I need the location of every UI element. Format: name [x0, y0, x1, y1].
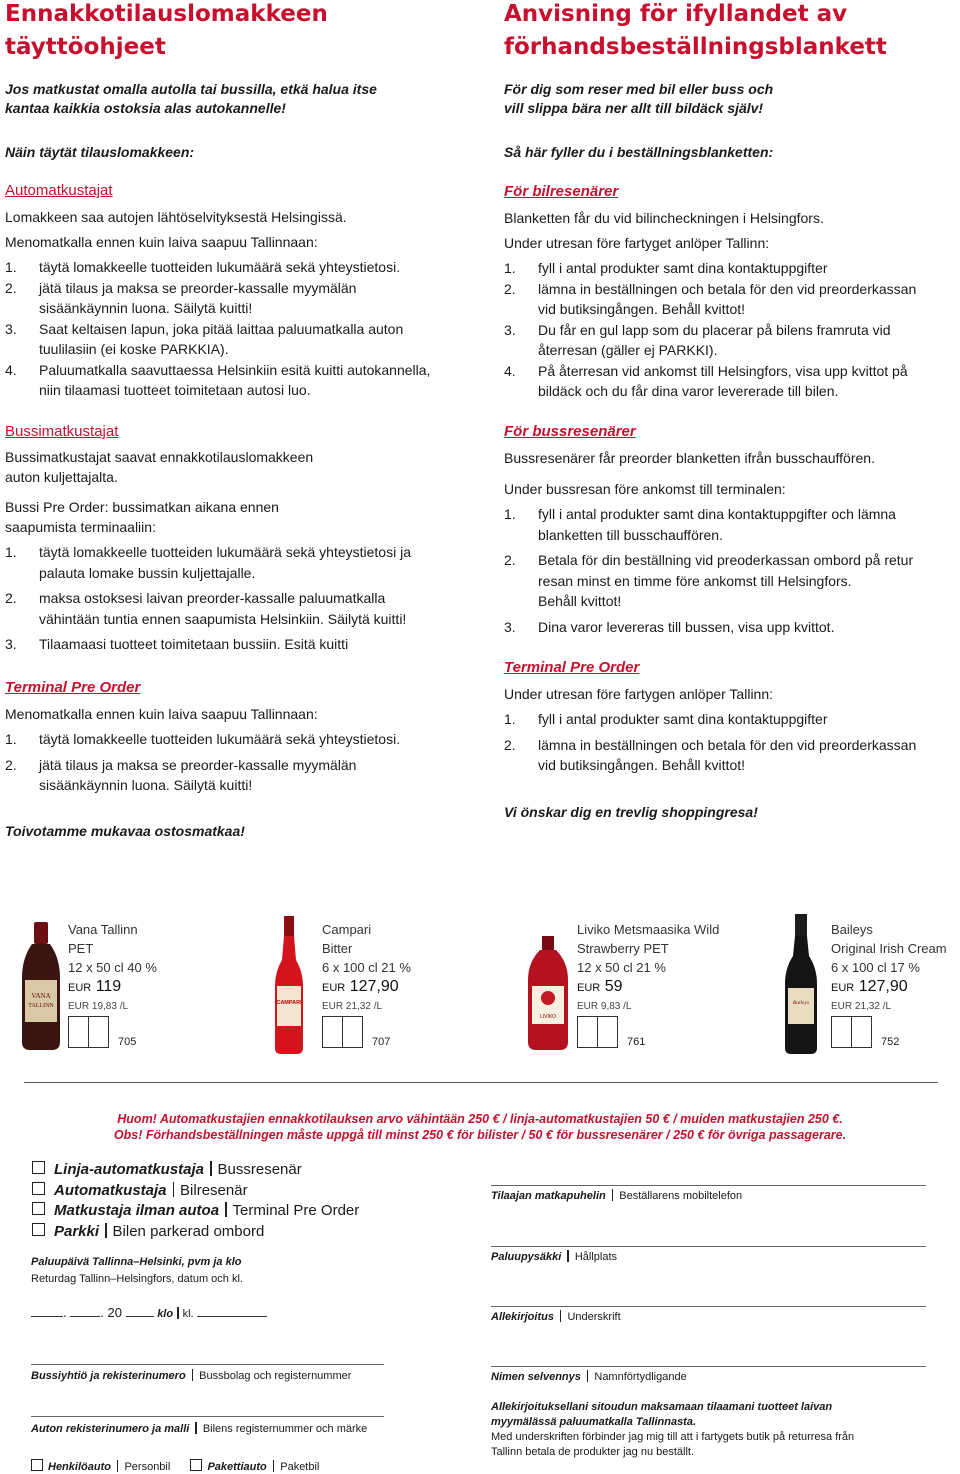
step-text: palauta lomake bussin kuljettajalle. — [39, 564, 256, 581]
step-text: Betala för din beställning vid preoderkassan ombord på retur — [538, 552, 914, 568]
step-text: sisäänkäynnin luona. Säilytä kuitti! — [39, 300, 253, 316]
step-item — [504, 709, 959, 730]
quantity-boxes[interactable] — [831, 1016, 872, 1048]
product-card — [68, 920, 157, 1016]
step-number: 1. — [5, 731, 17, 747]
svg-text:CAMPARI: CAMPARI — [276, 1000, 302, 1006]
sv-car-section: För bilresenärer Blanketten får du vid bilincheckningen i Helsingfors. Under utresan före fartyget anlöper Tallinn: 1. fyll i antal produkter samt dina kontaktuppgifter 2. lämna in beställningen och betala för den vid preorderkassan vid butiksingången. Behåll kvittot! 3. Du får en gul lapp som du placerar på bilens framruta vid återresan (gäller ej PARKKI). 4. På återresan vid ankomst till Helsingfors, visa upp kvittot på bildäck och du får dina varor levererade till bilen. — [504, 182, 959, 402]
step-text: bildäck och du får dina varor levererade till bilen. — [538, 383, 839, 399]
step-text: vid butiksingången. Behåll kvittot! — [538, 301, 746, 317]
mobile-phone-label: Tilaajan matkapuhelin Beställarens mobiltelefon — [491, 1190, 743, 1202]
step-item — [5, 542, 475, 583]
bus-company-label: Bussiyhtiö ja rekisterinumero Bussbolag och registernummer — [31, 1370, 352, 1382]
fi-terminal-section: Terminal Pre Order Menomatkalla ennen kuin laiva saapuu Tallinnaan: 1. täytä lomakkeelle tuotteiden lukumäärä sekä yhteystietosi. 2. jätä tilaus ja maksa se preorder-kassalle myymälän sisäänkäynnin luona. Säilytä kuitti! — [5, 678, 475, 796]
month-field[interactable] — [70, 1316, 100, 1317]
sv-terminal-steps — [504, 709, 959, 776]
product-price: EUR 59 — [577, 978, 623, 995]
step-item — [5, 257, 475, 278]
svg-text:TALLINN: TALLINN — [28, 1003, 54, 1009]
minimum-order-notice: Huom! Automatkustajien ennakkotilauksen arvo vähintään 250 € / linja-automatkustajien 50 € / muiden matkustajien 250 €. Obs! Förhandsbeställningen måste uppgå till minst 250 € för bilister / 50 € för bussresenärer / 250 € för övriga passagerare. — [113, 1112, 847, 1142]
product-name-line2: Original Irish Cream — [831, 941, 947, 956]
traveller-option[interactable]: Automatkustaja Bilresenär — [32, 1181, 248, 1201]
sv-car-heading: För bilresenärer — [504, 183, 619, 200]
step-number: 3. — [504, 321, 516, 338]
product-name: Campari — [322, 922, 372, 937]
product-price: EUR 119 — [68, 978, 122, 995]
product-name-line2: Strawberry PET — [577, 941, 669, 956]
step-text: niin tilaamasi tuotteet toimitetaan autosi luo. — [39, 382, 311, 398]
car-registration-field[interactable] — [31, 1416, 384, 1417]
step-item — [504, 258, 959, 279]
return-date-label: Paluupäivä Tallinna–Helsinki, pvm ja klo Returdag Tallinn–Helsingfors, datum och kl. — [31, 1256, 243, 1285]
step-item — [5, 319, 475, 360]
option-checkbox[interactable] — [32, 1182, 45, 1195]
svg-text:VANA: VANA — [31, 992, 51, 1000]
step-number: 2. — [504, 280, 516, 297]
step-text: På återresan vid ankomst till Helsingfors, visa upp kvittot på — [538, 362, 908, 379]
step-text: Behåll kvittot! — [538, 593, 622, 609]
step-number: 2. — [5, 279, 17, 296]
year-field[interactable] — [126, 1316, 154, 1317]
product-pack: 6 x 100 cl 17 % — [831, 960, 920, 975]
product-pack: 12 x 50 cl 40 % — [68, 960, 157, 975]
step-text: lämna in beställningen och betala för den vid preorderkassan — [538, 736, 917, 753]
product-code: 707 — [372, 1036, 391, 1048]
step-text: sisäänkäynnin luona. Säilytä kuitti! — [39, 777, 253, 793]
step-item — [5, 755, 475, 796]
fi-bus-heading: Bussimatkustajat — [5, 423, 119, 440]
step-text: fyll i antal produkter samt dina kontaktuppgifter och lämna — [538, 506, 896, 522]
name-clarification-field[interactable] — [491, 1366, 926, 1367]
sv-bus-steps — [504, 504, 959, 637]
fi-bus-steps — [5, 542, 475, 655]
product-code: 705 — [118, 1036, 137, 1048]
step-item — [5, 634, 475, 655]
product-name-line2: PET — [68, 941, 94, 956]
step-text: Du får en gul lapp som du placerar på bilens framruta vid — [538, 321, 891, 338]
fi-auto-section: Automatkustajat Lomakkeen saa autojen lähtöselvityksestä Helsingissä. Menomatkalla ennen kuin laiva saapuu Tallinnaan: 1. täytä lomakkeelle tuotteiden lukumäärä sekä yhteystietosi. 2. jätä tilaus ja maksa se preorder-kassalle myymälän sisäänkäynnin luona. Säilytä kuitti! 3. Saat keltaisen lapun, joka pitää laittaa paluumatkalla auton tuulilasiin (ei koske PARKKIA). 4. Paluumatkalla saavuttaessa Helsinkiin esitä kuitti autokannella, niin tilaamasi tuotteet toimitetaan autosi luo. — [5, 181, 475, 401]
quantity-box[interactable] — [831, 1016, 852, 1048]
time-field[interactable] — [197, 1316, 267, 1317]
product-name-line2: Bitter — [322, 941, 353, 956]
step-text: Tilaamaasi tuotteet toimitetaan bussiin. Esitä kuitti — [39, 636, 349, 652]
product-name: Liviko Metsmaasika Wild — [577, 922, 720, 937]
step-text: vid butiksingången. Behåll kvittot! — [538, 757, 746, 773]
step-item — [5, 360, 475, 401]
fi-title: Ennakkotilauslomakkeen täyttöohjeet — [5, 1, 328, 60]
vana-tallinn-bottle-image — [18, 918, 64, 1054]
step-item — [5, 278, 475, 319]
sv-bus-heading: För bussresenärer — [504, 423, 636, 440]
step-text: tuulilasiin (ei koske PARKKIA). — [39, 341, 229, 357]
quantity-boxes[interactable] — [577, 1016, 618, 1048]
step-number: 1. — [504, 711, 516, 727]
step-number: 2. — [504, 552, 516, 568]
fi-auto-steps — [5, 257, 475, 401]
svg-text:LIVIKO: LIVIKO — [539, 1014, 557, 1020]
signature-field[interactable] — [491, 1306, 926, 1307]
bus-company-field[interactable] — [31, 1364, 384, 1365]
quantity-boxes[interactable] — [322, 1016, 363, 1048]
quantity-box[interactable] — [598, 1016, 618, 1048]
step-number: 3. — [5, 636, 17, 652]
step-item — [504, 279, 959, 320]
step-text: Paluumatkalla saavuttaessa Helsinkiin esitä kuitti autokannella, — [39, 361, 431, 378]
option-checkbox[interactable] — [32, 1202, 45, 1215]
vehicle-type-options: Henkilöauto Personbil Pakettiauto Paketbil — [31, 1459, 319, 1474]
quantity-box[interactable] — [89, 1016, 109, 1048]
quantity-box[interactable] — [343, 1016, 363, 1048]
step-item — [5, 588, 475, 629]
step-text: Dina varor levereras till bussen, visa upp kvittot. — [538, 618, 835, 635]
return-stop-label: Paluupysäkki Hållplats — [491, 1251, 618, 1263]
step-item — [504, 550, 959, 612]
return-stop-field[interactable] — [491, 1246, 926, 1247]
step-text: maksa ostoksesi laivan preorder-kassalle paluumatkalla — [39, 590, 386, 606]
product-name: Baileys — [831, 922, 873, 937]
liviko-bottle-image — [524, 934, 572, 1052]
fi-how-heading: Näin täytät tilauslomakkeen: — [5, 144, 195, 160]
step-item — [5, 729, 475, 750]
step-number: 1. — [5, 259, 17, 275]
name-clarification-label: Nimen selvennys Namnförtydligande — [491, 1371, 687, 1383]
step-item — [504, 735, 959, 776]
product-pack: 6 x 100 cl 21 % — [322, 960, 411, 975]
step-number: 2. — [504, 736, 516, 753]
fi-intro: Jos matkustat omalla autolla tai bussilla, etkä halua itse kantaa kaikkia ostoksia alas autokannelle! — [5, 81, 377, 116]
sv-intro: För dig som reser med bil eller buss och vill slippa bära ner allt till bildäck själv! — [504, 81, 774, 116]
step-item — [504, 361, 959, 402]
step-text: resan minst en timme före ankomst till Helsingfors. — [538, 572, 852, 589]
step-text: blanketten till busschauffören. — [538, 526, 723, 543]
option-checkbox[interactable] — [32, 1161, 45, 1174]
step-text: täytä lomakkeelle tuotteiden lukumäärä sekä yhteystietosi ja — [39, 544, 411, 560]
product-card — [322, 920, 411, 1016]
payment-commitment-text: Allekirjoituksellani sitoudun maksamaan tilaamani tuotteet laivan myymälässä paluumatkalla Tallinnasta. Med underskriften förbinder jag mig till att i fartygets butik på returresa från Tallinn betala de produkter jag nu beställt. — [491, 1401, 855, 1458]
campari-bottle-image — [272, 914, 306, 1056]
step-text: återresan (gäller ej PARKKI). — [538, 342, 718, 358]
car-registration-label: Auton rekisterinumero ja malli Bilens registernummer och märke — [31, 1423, 368, 1435]
step-item — [504, 504, 959, 545]
product-code: 752 — [881, 1036, 900, 1048]
step-text: lämna in beställningen och betala för den vid preorderkassan — [538, 280, 917, 297]
sv-car-steps — [504, 258, 959, 402]
unit-price: EUR 9,83 /L — [577, 1001, 632, 1012]
van-checkbox[interactable] — [190, 1459, 202, 1471]
day-field[interactable] — [31, 1316, 63, 1317]
step-number: 3. — [5, 320, 17, 337]
option-checkbox[interactable] — [32, 1223, 45, 1236]
step-number: 4. — [504, 362, 516, 379]
step-number: 2. — [5, 756, 17, 773]
product-price: EUR 127,90 — [831, 978, 908, 995]
step-text: Saat keltaisen lapun, joka pitää laittaa paluumatkalla auton — [39, 320, 404, 337]
product-code: 761 — [627, 1036, 646, 1048]
traveller-option[interactable]: Linja-automatkustaja Bussresenär — [32, 1160, 302, 1180]
sv-bus-section: För bussresenärer Bussresenärer får preorder blanketten ifrån busschauffören. Under bussresan före ankomst till terminalen: 1. fyll i antal produkter samt dina kontaktuppgifter och lämna blanketten till busschauffören. 2. Betala för din beställning vid preoderkassan ombord på retur resan minst en timme före ankomst till Helsingfors. Behåll kvittot! 3. Dina varor levereras till bussen, visa upp kvittot. — [504, 422, 959, 637]
svg-text:Baileys: Baileys — [792, 1000, 810, 1006]
unit-price: EUR 21,32 /L — [831, 1001, 892, 1012]
passenger-car-checkbox[interactable] — [31, 1459, 43, 1471]
quantity-boxes[interactable] — [68, 1016, 109, 1048]
sv-how-heading: Så här fyller du i beställningsblanketten: — [504, 144, 774, 160]
quantity-box[interactable] — [322, 1016, 343, 1048]
unit-price: EUR 21,32 /L — [322, 1001, 383, 1012]
fi-terminal-steps — [5, 729, 475, 796]
fi-closing: Toivotamme mukavaa ostosmatkaa! — [5, 823, 245, 839]
sv-terminal-section: Terminal Pre Order Under utresan före fartygen anlöper Tallinn: 1. fyll i antal produkter samt dina kontaktuppgifter 2. lämna in beställningen och betala för den vid preorderkassan vid butiksingången. Behåll kvittot! — [504, 658, 959, 776]
step-item — [504, 320, 959, 361]
sv-terminal-heading: Terminal Pre Order — [504, 659, 640, 676]
product-card — [831, 920, 947, 1016]
mobile-phone-field[interactable] — [491, 1185, 926, 1186]
return-date-fields: . . 20 klo kl. — [31, 1305, 267, 1320]
traveller-option[interactable]: Parkki Bilen parkerad ombord — [32, 1222, 264, 1242]
sv-closing: Vi önskar dig en trevlig shoppingresa! — [504, 804, 758, 820]
step-text: täytä lomakkeelle tuotteiden lukumäärä sekä yhteystietosi. — [39, 259, 401, 275]
product-price: EUR 127,90 — [322, 978, 399, 995]
fi-auto-heading: Automatkustajat — [5, 182, 113, 199]
quantity-box[interactable] — [577, 1016, 598, 1048]
step-text: täytä lomakkeelle tuotteiden lukumäärä sekä yhteystietosi. — [39, 731, 401, 747]
sv-title: Anvisning för ifyllandet av förhandsbeställningsblankett — [504, 1, 887, 60]
product-name: Vana Tallinn — [68, 922, 138, 937]
product-pack: 12 x 50 cl 21 % — [577, 960, 666, 975]
step-number: 3. — [504, 618, 516, 635]
quantity-box[interactable] — [68, 1016, 89, 1048]
divider-line — [24, 1082, 938, 1083]
traveller-option[interactable]: Matkustaja ilman autoa Terminal Pre Order — [32, 1201, 359, 1221]
baileys-bottle-image — [782, 912, 820, 1056]
step-text: vähintään tuntia ennen saapumista Helsinkiin. Säilytä kuitti! — [39, 610, 407, 627]
quantity-box[interactable] — [852, 1016, 872, 1048]
step-number: 1. — [504, 506, 516, 522]
step-text: fyll i antal produkter samt dina kontaktuppgifter — [538, 260, 828, 276]
step-number: 2. — [5, 590, 17, 606]
fi-terminal-heading: Terminal Pre Order — [5, 679, 141, 696]
step-number: 4. — [5, 361, 17, 378]
step-number: 1. — [504, 260, 516, 276]
step-text: jätä tilaus ja maksa se preorder-kassalle myymälän — [39, 756, 357, 773]
step-text: jätä tilaus ja maksa se preorder-kassalle myymälän — [39, 279, 357, 296]
signature-label: Allekirjoitus Underskrift — [491, 1311, 621, 1323]
unit-price: EUR 19,83 /L — [68, 1001, 129, 1012]
step-text: fyll i antal produkter samt dina kontaktuppgifter — [538, 711, 828, 727]
step-item — [504, 617, 959, 638]
step-number: 1. — [5, 544, 17, 560]
product-card — [577, 920, 719, 1016]
fi-bus-section: Bussimatkustajat Bussimatkustajat saavat ennakkotilauslomakkeen auton kuljettajalta. Bussi Pre Order: bussimatkan aikana ennen saapumista terminaaliin: 1. täytä lomakkeelle tuotteiden lukumäärä sekä yhteystietosi ja palauta lomake bussin kuljettajalle. 2. maksa ostoksesi laivan preorder-kassalle paluumatkalla vähintään tuntia ennen saapumista Helsinkiin. Säilytä kuitti! 3. Tilaamaasi tuotteet toimitetaan bussiin. Esitä kuitti — [5, 422, 475, 655]
